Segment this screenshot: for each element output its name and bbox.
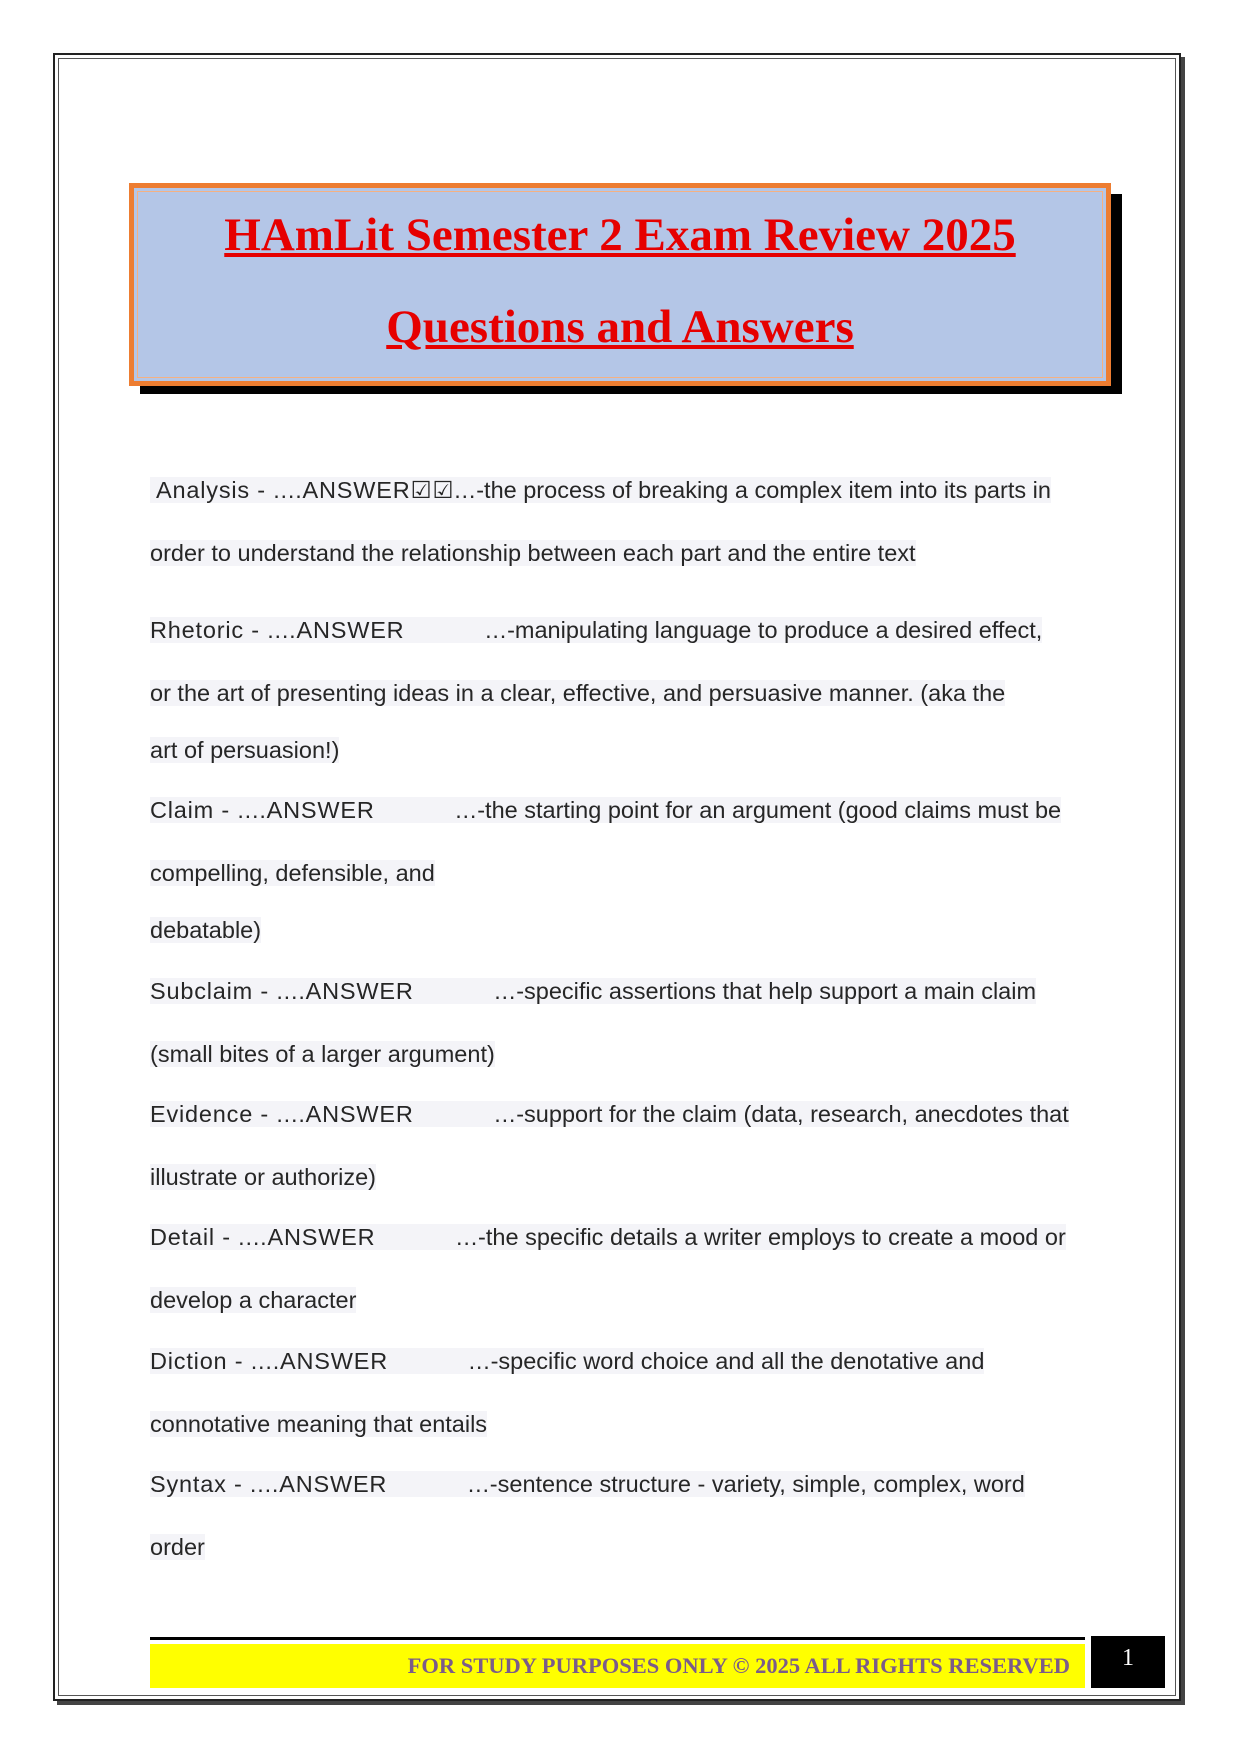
page-shadow-right — [1181, 57, 1185, 1705]
footer-copyright: FOR STUDY PURPOSES ONLY © 2025 ALL RIGHTS RESERVED — [407, 1653, 1070, 1678]
list-item-analysis — [150, 474, 1051, 506]
page-number-box — [1091, 1636, 1165, 1688]
term-label: Evidence - ....ANSWER ... — [150, 1101, 517, 1127]
list-item-evidence — [150, 1098, 1069, 1130]
definition-text: connotative meaning that entails — [150, 1411, 488, 1437]
definition-text: -manipulating language to produce a desired effect, — [507, 617, 1043, 643]
list-item-detail — [150, 1221, 1066, 1253]
definition-text: -specific assertions that help support a main claim — [516, 978, 1037, 1004]
list-item-subclaim — [150, 975, 1036, 1007]
term-label: Analysis - ....ANSWER☑☑... — [150, 477, 477, 503]
definition-text: -specific word choice and all the denotative and — [490, 1348, 985, 1374]
definition-text: illustrate or authorize) — [150, 1164, 376, 1190]
document-subtitle: Questions and Answers — [386, 301, 854, 353]
definition-text: -sentence structure - variety, simple, complex, word — [489, 1471, 1025, 1497]
title-box — [129, 183, 1111, 386]
term-label: Rhetoric - ....ANSWER ... — [150, 617, 508, 643]
definition-text: (small bites of a larger argument) — [150, 1041, 495, 1067]
definition-text: order to understand the relationship between each part and the entire text — [150, 540, 916, 566]
definition-text: order — [150, 1534, 205, 1560]
definition-text: develop a character — [150, 1287, 357, 1313]
footer-rule — [150, 1637, 1085, 1640]
term-label: Syntax - ....ANSWER ... — [150, 1471, 490, 1497]
definition-text: debatable) — [150, 917, 262, 943]
list-item-diction — [150, 1345, 984, 1377]
term-label: Claim - ....ANSWER ... — [150, 797, 478, 823]
term-label: Detail - ....ANSWER ... — [150, 1224, 479, 1250]
definition-text: -the starting point for an argument (good claims must be — [477, 797, 1062, 823]
definition-text: -the process of breaking a complex item into its parts in — [476, 477, 1051, 503]
definition-text: or the art of presenting ideas in a clear, effective, and persuasive manner. (aka the — [150, 680, 1006, 706]
list-item-syntax — [150, 1468, 1025, 1500]
document-title: HAmLit Semester 2 Exam Review 2025 — [224, 209, 1016, 261]
term-label: Subclaim - ....ANSWER ... — [150, 978, 517, 1004]
page-shadow-bottom — [57, 1701, 1185, 1705]
term-label: Diction - ....ANSWER ... — [150, 1348, 491, 1374]
list-item-rhetoric — [150, 614, 1042, 646]
definition-text: -support for the claim (data, research, anecdotes that — [516, 1101, 1069, 1127]
definition-text: -the specific details a writer employs to create a mood or — [478, 1224, 1066, 1250]
list-item-claim — [150, 794, 1061, 826]
footer-bar — [150, 1644, 1085, 1688]
definition-text: compelling, defensible, and — [150, 860, 435, 886]
definition-text: art of persuasion!) — [150, 737, 340, 763]
page-number: 1 — [1122, 1645, 1134, 1671]
